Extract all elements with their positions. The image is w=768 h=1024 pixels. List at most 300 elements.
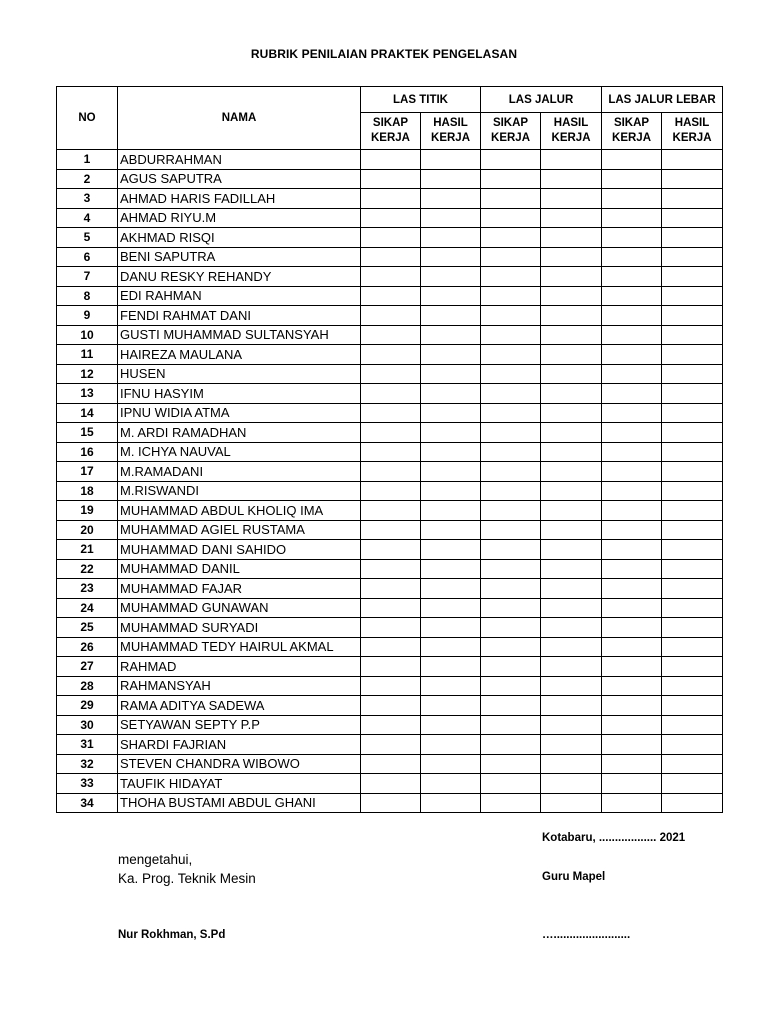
score-cell-hasil[interactable]	[541, 559, 602, 579]
score-cell-hasil[interactable]	[421, 735, 481, 755]
score-cell-hasil[interactable]	[421, 520, 481, 540]
score-cell-sikap[interactable]	[361, 598, 421, 618]
score-cell-sikap[interactable]	[361, 325, 421, 345]
score-cell-sikap[interactable]	[602, 559, 662, 579]
table-row	[57, 598, 723, 618]
score-cell-sikap[interactable]	[361, 657, 421, 677]
table-row	[57, 208, 723, 228]
score-cell-hasil[interactable]	[421, 345, 481, 365]
student-name: AGUS SAPUTRA	[118, 169, 361, 189]
score-cell-sikap[interactable]	[602, 169, 662, 189]
score-cell-hasil[interactable]	[662, 247, 723, 267]
score-cell-sikap[interactable]	[481, 598, 541, 618]
score-cell-sikap[interactable]	[361, 267, 421, 287]
row-number: 32	[57, 754, 118, 774]
header-group-las-jalur: LAS JALUR	[481, 87, 602, 113]
score-cell-hasil[interactable]	[541, 481, 602, 501]
score-cell-sikap[interactable]	[602, 637, 662, 657]
score-cell-hasil[interactable]	[421, 442, 481, 462]
score-cell-hasil[interactable]	[662, 715, 723, 735]
score-cell-sikap[interactable]	[481, 481, 541, 501]
score-cell-hasil[interactable]	[541, 520, 602, 540]
score-cell-hasil[interactable]	[541, 228, 602, 248]
score-cell-sikap[interactable]	[602, 657, 662, 677]
rubric-table	[56, 86, 723, 813]
score-cell-hasil[interactable]	[421, 793, 481, 813]
score-cell-hasil[interactable]	[541, 150, 602, 170]
score-cell-hasil[interactable]	[421, 481, 481, 501]
score-cell-hasil[interactable]	[541, 247, 602, 267]
score-cell-sikap[interactable]	[361, 637, 421, 657]
score-cell-sikap[interactable]	[602, 150, 662, 170]
score-cell-sikap[interactable]	[481, 559, 541, 579]
score-cell-hasil[interactable]	[421, 150, 481, 170]
score-cell-hasil[interactable]	[541, 540, 602, 560]
table-row	[57, 637, 723, 657]
score-cell-sikap[interactable]	[361, 150, 421, 170]
score-cell-hasil[interactable]	[421, 462, 481, 482]
score-cell-sikap[interactable]	[361, 618, 421, 638]
score-cell-hasil[interactable]	[421, 637, 481, 657]
score-cell-sikap[interactable]	[361, 559, 421, 579]
score-cell-hasil[interactable]	[541, 735, 602, 755]
table-row	[57, 501, 723, 521]
score-cell-sikap[interactable]	[602, 676, 662, 696]
score-cell-hasil[interactable]	[662, 579, 723, 599]
score-cell-sikap[interactable]	[602, 774, 662, 794]
score-cell-hasil[interactable]	[421, 501, 481, 521]
score-cell-hasil[interactable]	[541, 774, 602, 794]
score-cell-sikap[interactable]	[361, 715, 421, 735]
score-cell-sikap[interactable]	[481, 403, 541, 423]
header-sikap-kerja: SIKAP KERJA	[481, 113, 541, 150]
row-number: 11	[57, 345, 118, 365]
score-cell-hasil[interactable]	[541, 423, 602, 443]
table-row	[57, 657, 723, 677]
table-row	[57, 306, 723, 326]
score-cell-sikap[interactable]	[481, 696, 541, 716]
score-cell-hasil[interactable]	[662, 364, 723, 384]
score-cell-sikap[interactable]	[481, 618, 541, 638]
score-cell-hasil[interactable]	[421, 189, 481, 209]
row-number: 24	[57, 598, 118, 618]
row-number: 19	[57, 501, 118, 521]
table-row	[57, 228, 723, 248]
row-number: 21	[57, 540, 118, 560]
score-cell-sikap[interactable]	[361, 364, 421, 384]
score-cell-hasil[interactable]	[541, 267, 602, 287]
score-cell-sikap[interactable]	[481, 169, 541, 189]
score-cell-hasil[interactable]	[541, 793, 602, 813]
row-number: 33	[57, 774, 118, 794]
score-cell-hasil[interactable]	[541, 384, 602, 404]
table-row	[57, 462, 723, 482]
score-cell-sikap[interactable]	[602, 520, 662, 540]
row-number: 25	[57, 618, 118, 638]
place-date: Kotabaru, .................. 2021	[542, 832, 686, 844]
table-row	[57, 442, 723, 462]
table-row	[57, 150, 723, 170]
score-cell-sikap[interactable]	[361, 345, 421, 365]
score-cell-sikap[interactable]	[481, 579, 541, 599]
score-cell-hasil[interactable]	[662, 384, 723, 404]
student-name: MUHAMMAD ABDUL KHOLIQ IMA	[118, 501, 361, 521]
row-number: 9	[57, 306, 118, 326]
student-name: HUSEN	[118, 364, 361, 384]
score-cell-sikap[interactable]	[481, 267, 541, 287]
row-number: 22	[57, 559, 118, 579]
score-cell-hasil[interactable]	[421, 306, 481, 326]
score-cell-hasil[interactable]	[421, 696, 481, 716]
student-name: MUHAMMAD TEDY HAIRUL AKMAL	[118, 637, 361, 657]
score-cell-sikap[interactable]	[602, 247, 662, 267]
table-row	[57, 423, 723, 443]
score-cell-hasil[interactable]	[662, 657, 723, 677]
student-name: STEVEN CHANDRA WIBOWO	[118, 754, 361, 774]
score-cell-hasil[interactable]	[541, 618, 602, 638]
score-cell-sikap[interactable]	[361, 540, 421, 560]
row-number: 2	[57, 169, 118, 189]
student-name: THOHA BUSTAMI ABDUL GHANI	[118, 793, 361, 813]
score-cell-sikap[interactable]	[361, 423, 421, 443]
score-cell-hasil[interactable]	[541, 325, 602, 345]
score-cell-sikap[interactable]	[602, 364, 662, 384]
student-name: HAIREZA MAULANA	[118, 345, 361, 365]
table-row	[57, 540, 723, 560]
score-cell-sikap[interactable]	[361, 384, 421, 404]
score-cell-hasil[interactable]	[662, 345, 723, 365]
row-number: 5	[57, 228, 118, 248]
score-cell-sikap[interactable]	[481, 286, 541, 306]
score-cell-hasil[interactable]	[662, 481, 723, 501]
score-cell-sikap[interactable]	[602, 735, 662, 755]
score-cell-hasil[interactable]	[662, 325, 723, 345]
score-cell-sikap[interactable]	[481, 442, 541, 462]
score-cell-sikap[interactable]	[361, 189, 421, 209]
table-row	[57, 345, 723, 365]
ka-prog-label: Ka. Prog. Teknik Mesin	[118, 871, 256, 886]
score-cell-sikap[interactable]	[602, 208, 662, 228]
score-cell-sikap[interactable]	[361, 793, 421, 813]
score-cell-sikap[interactable]	[602, 793, 662, 813]
score-cell-hasil[interactable]	[541, 579, 602, 599]
table-row	[57, 364, 723, 384]
score-cell-hasil[interactable]	[541, 754, 602, 774]
score-cell-hasil[interactable]	[662, 462, 723, 482]
table-row	[57, 579, 723, 599]
score-cell-sikap[interactable]	[481, 754, 541, 774]
student-name: SETYAWAN SEPTY P.P	[118, 715, 361, 735]
table-row	[57, 286, 723, 306]
student-name: MUHAMMAD GUNAWAN	[118, 598, 361, 618]
score-cell-sikap[interactable]	[602, 403, 662, 423]
row-number: 3	[57, 189, 118, 209]
student-name: M. ARDI RAMADHAN	[118, 423, 361, 443]
header-group-las-jalur-lebar: LAS JALUR LEBAR	[602, 87, 723, 113]
score-cell-sikap[interactable]	[481, 657, 541, 677]
table-row	[57, 793, 723, 813]
score-cell-sikap[interactable]	[602, 715, 662, 735]
score-cell-sikap[interactable]	[361, 442, 421, 462]
table-row	[57, 403, 723, 423]
score-cell-hasil[interactable]	[662, 774, 723, 794]
score-cell-hasil[interactable]	[662, 637, 723, 657]
score-cell-sikap[interactable]	[602, 384, 662, 404]
row-number: 30	[57, 715, 118, 735]
score-cell-hasil[interactable]	[662, 793, 723, 813]
table-row	[57, 735, 723, 755]
score-cell-hasil[interactable]	[662, 676, 723, 696]
score-cell-hasil[interactable]	[662, 696, 723, 716]
score-cell-sikap[interactable]	[602, 462, 662, 482]
score-cell-sikap[interactable]	[602, 540, 662, 560]
student-name: ABDURRAHMAN	[118, 150, 361, 170]
student-name: FENDI RAHMAT DANI	[118, 306, 361, 326]
score-cell-hasil[interactable]	[662, 267, 723, 287]
score-cell-hasil[interactable]	[541, 169, 602, 189]
score-cell-hasil[interactable]	[662, 189, 723, 209]
score-cell-hasil[interactable]	[421, 559, 481, 579]
row-number: 4	[57, 208, 118, 228]
student-name: IPNU WIDIA ATMA	[118, 403, 361, 423]
header-hasil-kerja: HASIL KERJA	[541, 113, 602, 150]
score-cell-hasil[interactable]	[541, 442, 602, 462]
student-name: RAMA ADITYA SADEWA	[118, 696, 361, 716]
score-cell-hasil[interactable]	[541, 286, 602, 306]
score-cell-sikap[interactable]	[481, 501, 541, 521]
score-cell-hasil[interactable]	[421, 598, 481, 618]
score-cell-sikap[interactable]	[602, 306, 662, 326]
score-cell-hasil[interactable]	[421, 676, 481, 696]
score-cell-hasil[interactable]	[541, 306, 602, 326]
mengetahui-label: mengetahui,	[118, 852, 193, 867]
score-cell-sikap[interactable]	[481, 540, 541, 560]
score-cell-sikap[interactable]	[361, 306, 421, 326]
score-cell-sikap[interactable]	[481, 345, 541, 365]
row-number: 13	[57, 384, 118, 404]
table-row	[57, 754, 723, 774]
score-cell-sikap[interactable]	[602, 598, 662, 618]
score-cell-hasil[interactable]	[421, 169, 481, 189]
score-cell-sikap[interactable]	[602, 754, 662, 774]
row-number: 15	[57, 423, 118, 443]
row-number: 26	[57, 637, 118, 657]
score-cell-hasil[interactable]	[541, 364, 602, 384]
score-cell-sikap[interactable]	[481, 150, 541, 170]
score-cell-sikap[interactable]	[481, 364, 541, 384]
student-name: AKHMAD RISQI	[118, 228, 361, 248]
score-cell-sikap[interactable]	[602, 442, 662, 462]
student-name: M.RAMADANI	[118, 462, 361, 482]
row-number: 28	[57, 676, 118, 696]
score-cell-hasil[interactable]	[421, 208, 481, 228]
score-cell-hasil[interactable]	[421, 247, 481, 267]
student-name: DANU RESKY REHANDY	[118, 267, 361, 287]
row-number: 29	[57, 696, 118, 716]
score-cell-sikap[interactable]	[602, 579, 662, 599]
score-cell-hasil[interactable]	[662, 618, 723, 638]
header-sikap-kerja: SIKAP KERJA	[361, 113, 421, 150]
student-name: SHARDI FAJRIAN	[118, 735, 361, 755]
table-row	[57, 325, 723, 345]
score-cell-hasil[interactable]	[662, 520, 723, 540]
score-cell-sikap[interactable]	[481, 735, 541, 755]
student-name: AHMAD HARIS FADILLAH	[118, 189, 361, 209]
score-cell-hasil[interactable]	[662, 754, 723, 774]
score-cell-sikap[interactable]	[481, 325, 541, 345]
score-cell-sikap[interactable]	[361, 735, 421, 755]
score-cell-sikap[interactable]	[361, 520, 421, 540]
score-cell-sikap[interactable]	[481, 208, 541, 228]
score-cell-hasil[interactable]	[421, 286, 481, 306]
score-cell-hasil[interactable]	[421, 384, 481, 404]
score-cell-sikap[interactable]	[361, 169, 421, 189]
student-name: M.RISWANDI	[118, 481, 361, 501]
score-cell-sikap[interactable]	[361, 501, 421, 521]
score-cell-sikap[interactable]	[602, 345, 662, 365]
score-cell-sikap[interactable]	[481, 715, 541, 735]
score-cell-sikap[interactable]	[602, 501, 662, 521]
row-number: 18	[57, 481, 118, 501]
score-cell-hasil[interactable]	[421, 403, 481, 423]
score-cell-sikap[interactable]	[602, 228, 662, 248]
score-cell-sikap[interactable]	[361, 579, 421, 599]
row-number: 16	[57, 442, 118, 462]
score-cell-sikap[interactable]	[602, 423, 662, 443]
score-cell-hasil[interactable]	[662, 169, 723, 189]
student-name: MUHAMMAD AGIEL RUSTAMA	[118, 520, 361, 540]
score-cell-hasil[interactable]	[662, 559, 723, 579]
score-cell-hasil[interactable]	[421, 364, 481, 384]
table-row	[57, 247, 723, 267]
score-cell-sikap[interactable]	[481, 793, 541, 813]
score-cell-hasil[interactable]	[421, 579, 481, 599]
score-cell-sikap[interactable]	[602, 618, 662, 638]
score-cell-sikap[interactable]	[602, 286, 662, 306]
table-row	[57, 715, 723, 735]
score-cell-sikap[interactable]	[361, 481, 421, 501]
score-cell-hasil[interactable]	[662, 598, 723, 618]
score-cell-sikap[interactable]	[602, 189, 662, 209]
score-cell-hasil[interactable]	[541, 637, 602, 657]
guru-signature-line: …........................	[542, 929, 631, 941]
table-row	[57, 520, 723, 540]
score-cell-sikap[interactable]	[481, 423, 541, 443]
score-cell-hasil[interactable]	[421, 325, 481, 345]
score-cell-sikap[interactable]	[481, 189, 541, 209]
table-row	[57, 189, 723, 209]
score-cell-sikap[interactable]	[481, 228, 541, 248]
score-cell-sikap[interactable]	[361, 403, 421, 423]
score-cell-sikap[interactable]	[481, 676, 541, 696]
score-cell-sikap[interactable]	[481, 774, 541, 794]
table-body	[57, 150, 723, 813]
score-cell-sikap[interactable]	[602, 481, 662, 501]
row-number: 10	[57, 325, 118, 345]
score-cell-hasil[interactable]	[541, 657, 602, 677]
score-cell-sikap[interactable]	[602, 325, 662, 345]
score-cell-sikap[interactable]	[602, 696, 662, 716]
score-cell-hasil[interactable]	[662, 286, 723, 306]
score-cell-sikap[interactable]	[481, 462, 541, 482]
score-cell-hasil[interactable]	[541, 696, 602, 716]
student-name: BENI SAPUTRA	[118, 247, 361, 267]
score-cell-sikap[interactable]	[481, 384, 541, 404]
student-name: M. ICHYA NAUVAL	[118, 442, 361, 462]
table-row	[57, 481, 723, 501]
score-cell-sikap[interactable]	[361, 208, 421, 228]
score-cell-sikap[interactable]	[481, 637, 541, 657]
table-row	[57, 169, 723, 189]
score-cell-hasil[interactable]	[662, 228, 723, 248]
student-name: GUSTI MUHAMMAD SULTANSYAH	[118, 325, 361, 345]
score-cell-sikap[interactable]	[481, 520, 541, 540]
score-cell-sikap[interactable]	[361, 696, 421, 716]
student-name: EDI RAHMAN	[118, 286, 361, 306]
header-hasil-kerja: HASIL KERJA	[421, 113, 481, 150]
score-cell-hasil[interactable]	[541, 715, 602, 735]
score-cell-hasil[interactable]	[662, 735, 723, 755]
score-cell-sikap[interactable]	[481, 306, 541, 326]
score-cell-sikap[interactable]	[361, 676, 421, 696]
score-cell-hasil[interactable]	[541, 501, 602, 521]
score-cell-hasil[interactable]	[541, 462, 602, 482]
score-cell-hasil[interactable]	[541, 208, 602, 228]
row-number: 7	[57, 267, 118, 287]
table-row	[57, 618, 723, 638]
score-cell-hasil[interactable]	[421, 715, 481, 735]
score-cell-hasil[interactable]	[541, 598, 602, 618]
row-number: 23	[57, 579, 118, 599]
header-nama: NAMA	[118, 87, 361, 150]
score-cell-hasil[interactable]	[662, 442, 723, 462]
row-number: 31	[57, 735, 118, 755]
score-cell-sikap[interactable]	[361, 774, 421, 794]
score-cell-hasil[interactable]	[662, 501, 723, 521]
score-cell-hasil[interactable]	[662, 423, 723, 443]
score-cell-sikap[interactable]	[602, 267, 662, 287]
score-cell-sikap[interactable]	[361, 754, 421, 774]
score-cell-hasil[interactable]	[421, 423, 481, 443]
score-cell-sikap[interactable]	[481, 247, 541, 267]
score-cell-hasil[interactable]	[662, 208, 723, 228]
score-cell-hasil[interactable]	[662, 150, 723, 170]
score-cell-hasil[interactable]	[421, 618, 481, 638]
score-cell-hasil[interactable]	[541, 189, 602, 209]
student-name: RAHMANSYAH	[118, 676, 361, 696]
score-cell-sikap[interactable]	[361, 462, 421, 482]
score-cell-hasil[interactable]	[421, 774, 481, 794]
score-cell-hasil[interactable]	[421, 754, 481, 774]
score-cell-hasil[interactable]	[421, 540, 481, 560]
score-cell-sikap[interactable]	[361, 228, 421, 248]
score-cell-hasil[interactable]	[662, 306, 723, 326]
score-cell-hasil[interactable]	[421, 267, 481, 287]
score-cell-hasil[interactable]	[662, 540, 723, 560]
table-row	[57, 696, 723, 716]
table-row	[57, 559, 723, 579]
score-cell-sikap[interactable]	[361, 247, 421, 267]
score-cell-hasil[interactable]	[541, 403, 602, 423]
score-cell-hasil[interactable]	[421, 228, 481, 248]
score-cell-hasil[interactable]	[662, 403, 723, 423]
row-number: 12	[57, 364, 118, 384]
score-cell-hasil[interactable]	[541, 676, 602, 696]
score-cell-hasil[interactable]	[421, 657, 481, 677]
row-number: 1	[57, 150, 118, 170]
score-cell-sikap[interactable]	[361, 286, 421, 306]
score-cell-hasil[interactable]	[541, 345, 602, 365]
